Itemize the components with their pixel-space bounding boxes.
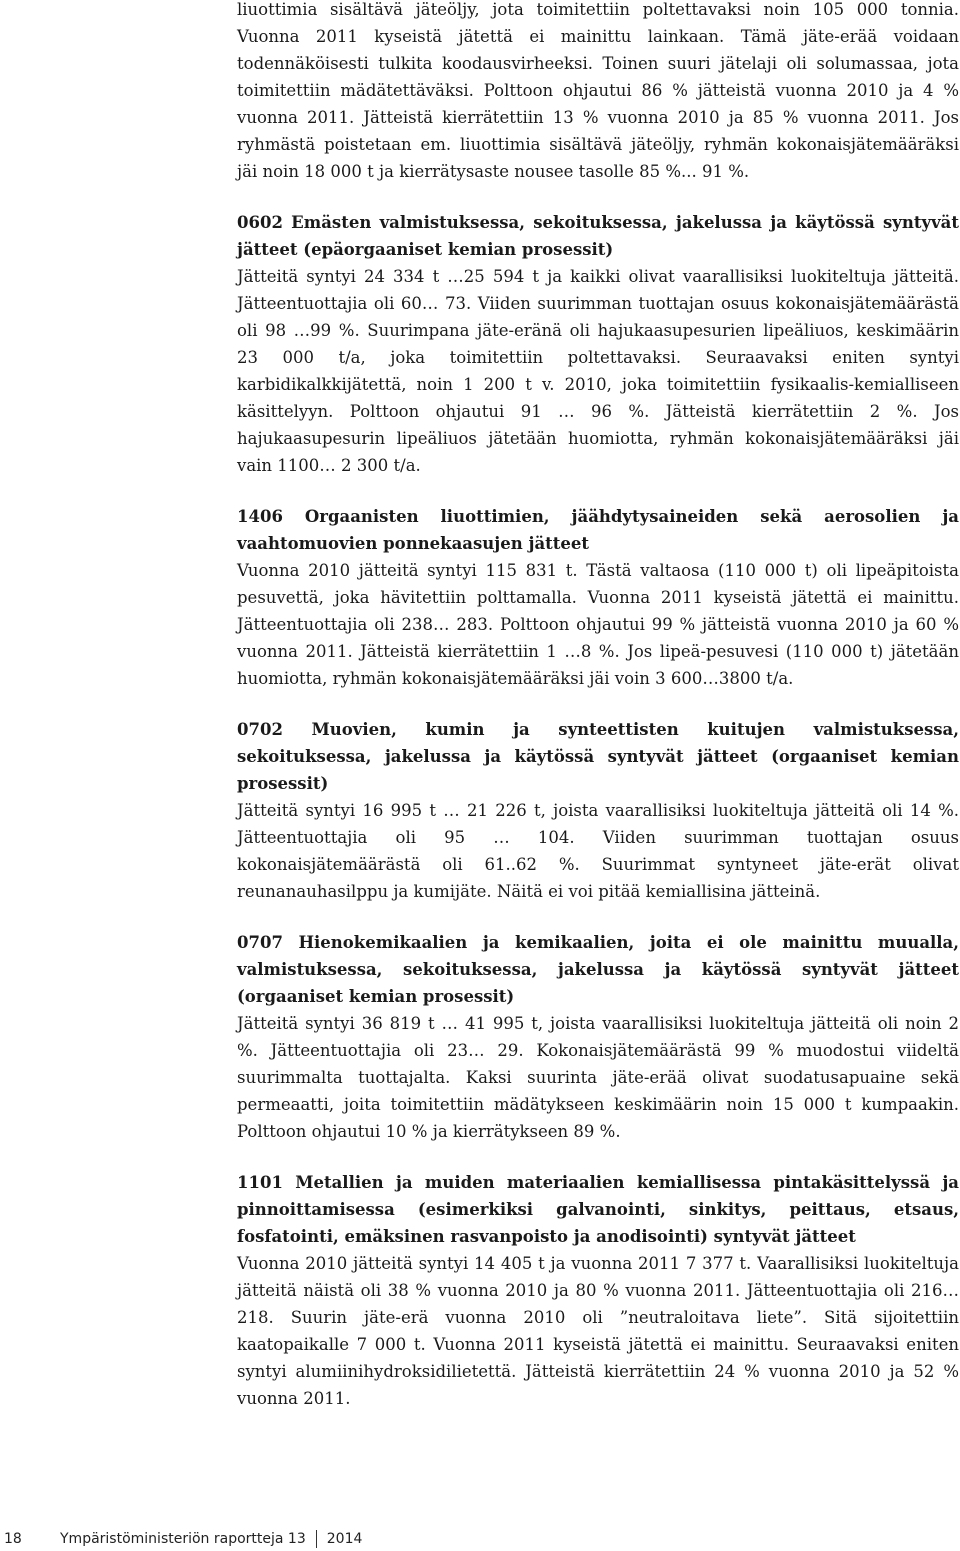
section-body: Jätteitä syntyi 36 819 t … 41 995 t, joista vaarallisiksi luokiteltuja jätteitä oli noin 2 %. Jätteentuottajia oli 23… 29. Kokonaisjätemäärästä 99 % muodostui viideltä suurimmalta tuottajalta. Kaksi suurinta jäte-erää olivat suodatusapuaine sekä permeaatti, joita toimitettiin mädätykseen keskimäärin noin 15 000 t kumpaakin. Polttoon ohjautui 10 % ja kierrätykseen 89 %. [237, 1014, 959, 1141]
section-0602 [237, 209, 959, 479]
section-body: Jätteitä syntyi 16 995 t … 21 226 t, joista vaarallisiksi luokiteltuja jätteitä oli 14 %. Jätteentuottajia oli 95 … 104. Viiden suurimman tuottajan osuus kokonaisjätemäärästä oli 61..62 %. Suurimmat syntyneet jäte-erät olivat reunanauhasilppu ja kumijäte. Näitä ei voi pitää kemiallisina jätteinä. [237, 801, 959, 901]
page-number: 18 [4, 1531, 22, 1547]
section-0702 [237, 716, 959, 905]
section-title: 1101 Metallien ja muiden materiaalien kemiallisessa pintakäsittelyssä ja pinnoittamisessa (esimerkiksi galvanointi, sinkitys, peittaus, etsaus, fosfatointi, emäksinen rasvanpoisto ja anodisointi) syntyvät jätteet [237, 1173, 959, 1246]
text-column [237, 0, 959, 1412]
section-title: 0602 Emästen valmistuksessa, sekoituksessa, jakelussa ja käytössä syntyvät jätteet (epäorgaaniset kemian prosessit) [237, 213, 959, 259]
section-title: 1406 Orgaanisten liuottimien, jäähdytysaineiden sekä aerosolien ja vaahtomuovien ponnekaasujen jätteet [237, 507, 959, 553]
page-footer [0, 1528, 362, 1550]
section-1101 [237, 1169, 959, 1412]
section-body: Jätteitä syntyi 24 334 t …25 594 t ja kaikki olivat vaarallisiksi luokiteltuja jätteitä. Jätteentuottajia oli 60… 73. Viiden suurimman tuottajan osuus kokonaisjätemäärästä oli 98 …99 %. Suurimpana jäte-eränä oli hajukaasupesurien lipeäliuos, keskimäärin 23 000 t/a, joka toimitettiin poltettavaksi. Seuraavaksi eniten syntyi karbidikalkkijätettä, noin 1 200 t v. 2010, joka toimitettiin fysikaalis-kemialliseen käsittelyyn. Polttoon ohjautui 91 … 96 %. Jätteistä kierrätettiin 2 %. Jos hajukaasupesurin lipeäliuos jätetään huomiotta, ryhmän kokonaisjätemääräksi jäi vain 1100… 2 300 t/a. [237, 267, 959, 475]
publication-title: Ympäristöministeriön raportteja 13 [60, 1531, 306, 1547]
section-0707 [237, 929, 959, 1145]
section-1406 [237, 503, 959, 692]
intro-paragraph: liuottimia sisältävä jäteöljy, jota toimitettiin poltettavaksi noin 105 000 tonnia. Vuonna 2011 kyseistä jätettä ei mainittu lainkaan. Tämä jäte-erää voidaan todennäköisesti tulkita koodausvirheeksi. Toinen suuri jätelaji oli solumassaa, jota toimitettiin mädätettäväksi. Polttoon ohjautui 86 % jätteistä vuonna 2010 ja 4 % vuonna 2011. Jätteistä kierrätettiin 13 % vuonna 2010 ja 85 % vuonna 2011. Jos ryhmästä poistetaan em. liuottimia sisältävä jäteöljy, ryhmän kokonaisjätemääräksi jäi noin 18 000 t ja kierrätysaste nousee tasolle 85 %... 91 %. [237, 0, 959, 181]
footer-divider [316, 1530, 317, 1548]
section-title: 0702 Muovien, kumin ja synteettisten kuitujen valmistuksessa, sekoituksessa, jakelussa ja käytössä syntyvät jätteet (orgaaniset kemian prosessit) [237, 720, 959, 793]
section-title: 0707 Hienokemikaalien ja kemikaalien, joita ei ole mainittu muualla, valmistuksessa, sekoituksessa, jakelussa ja käytössä syntyvät jätteet (orgaaniset kemian prosessit) [237, 933, 959, 1006]
section-body: Vuonna 2010 jätteitä syntyi 14 405 t ja vuonna 2011 7 377 t. Vaarallisiksi luokiteltuja jätteitä näistä oli 38 % vuonna 2010 ja 80 % vuonna 2011. Jätteentuottajia oli 216… 218. Suurin jäte-erä vuonna 2010 oli ”neutraloitava liete”. Sitä sijoitettiin kaatopaikalle 7 000 t. Vuonna 2011 kyseistä jätettä ei mainittu. Seuraavaksi eniten syntyi alumiinihydroksidilietettä. Jätteistä kierrätettiin 24 % vuonna 2010 ja 52 % vuonna 2011. [237, 1254, 959, 1408]
section-body: Vuonna 2010 jätteitä syntyi 115 831 t. Tästä valtaosa (110 000 t) oli lipeäpitoista pesuvettä, joka hävitettiin polttamalla. Vuonna 2011 kyseistä jätettä ei mainittu. Jätteentuottajia oli 238… 283. Polttoon ohjautui 99 % jätteistä vuonna 2010 ja 60 % vuonna 2011. Jätteistä kierrätettiin 1 …8 %. Jos lipeä-pesuvesi (110 000 t) jätetään huomiotta, ryhmän kokonaisjätemääräksi jäi voin 3 600…3800 t/a. [237, 561, 959, 688]
publication-year: 2014 [326, 1531, 363, 1547]
